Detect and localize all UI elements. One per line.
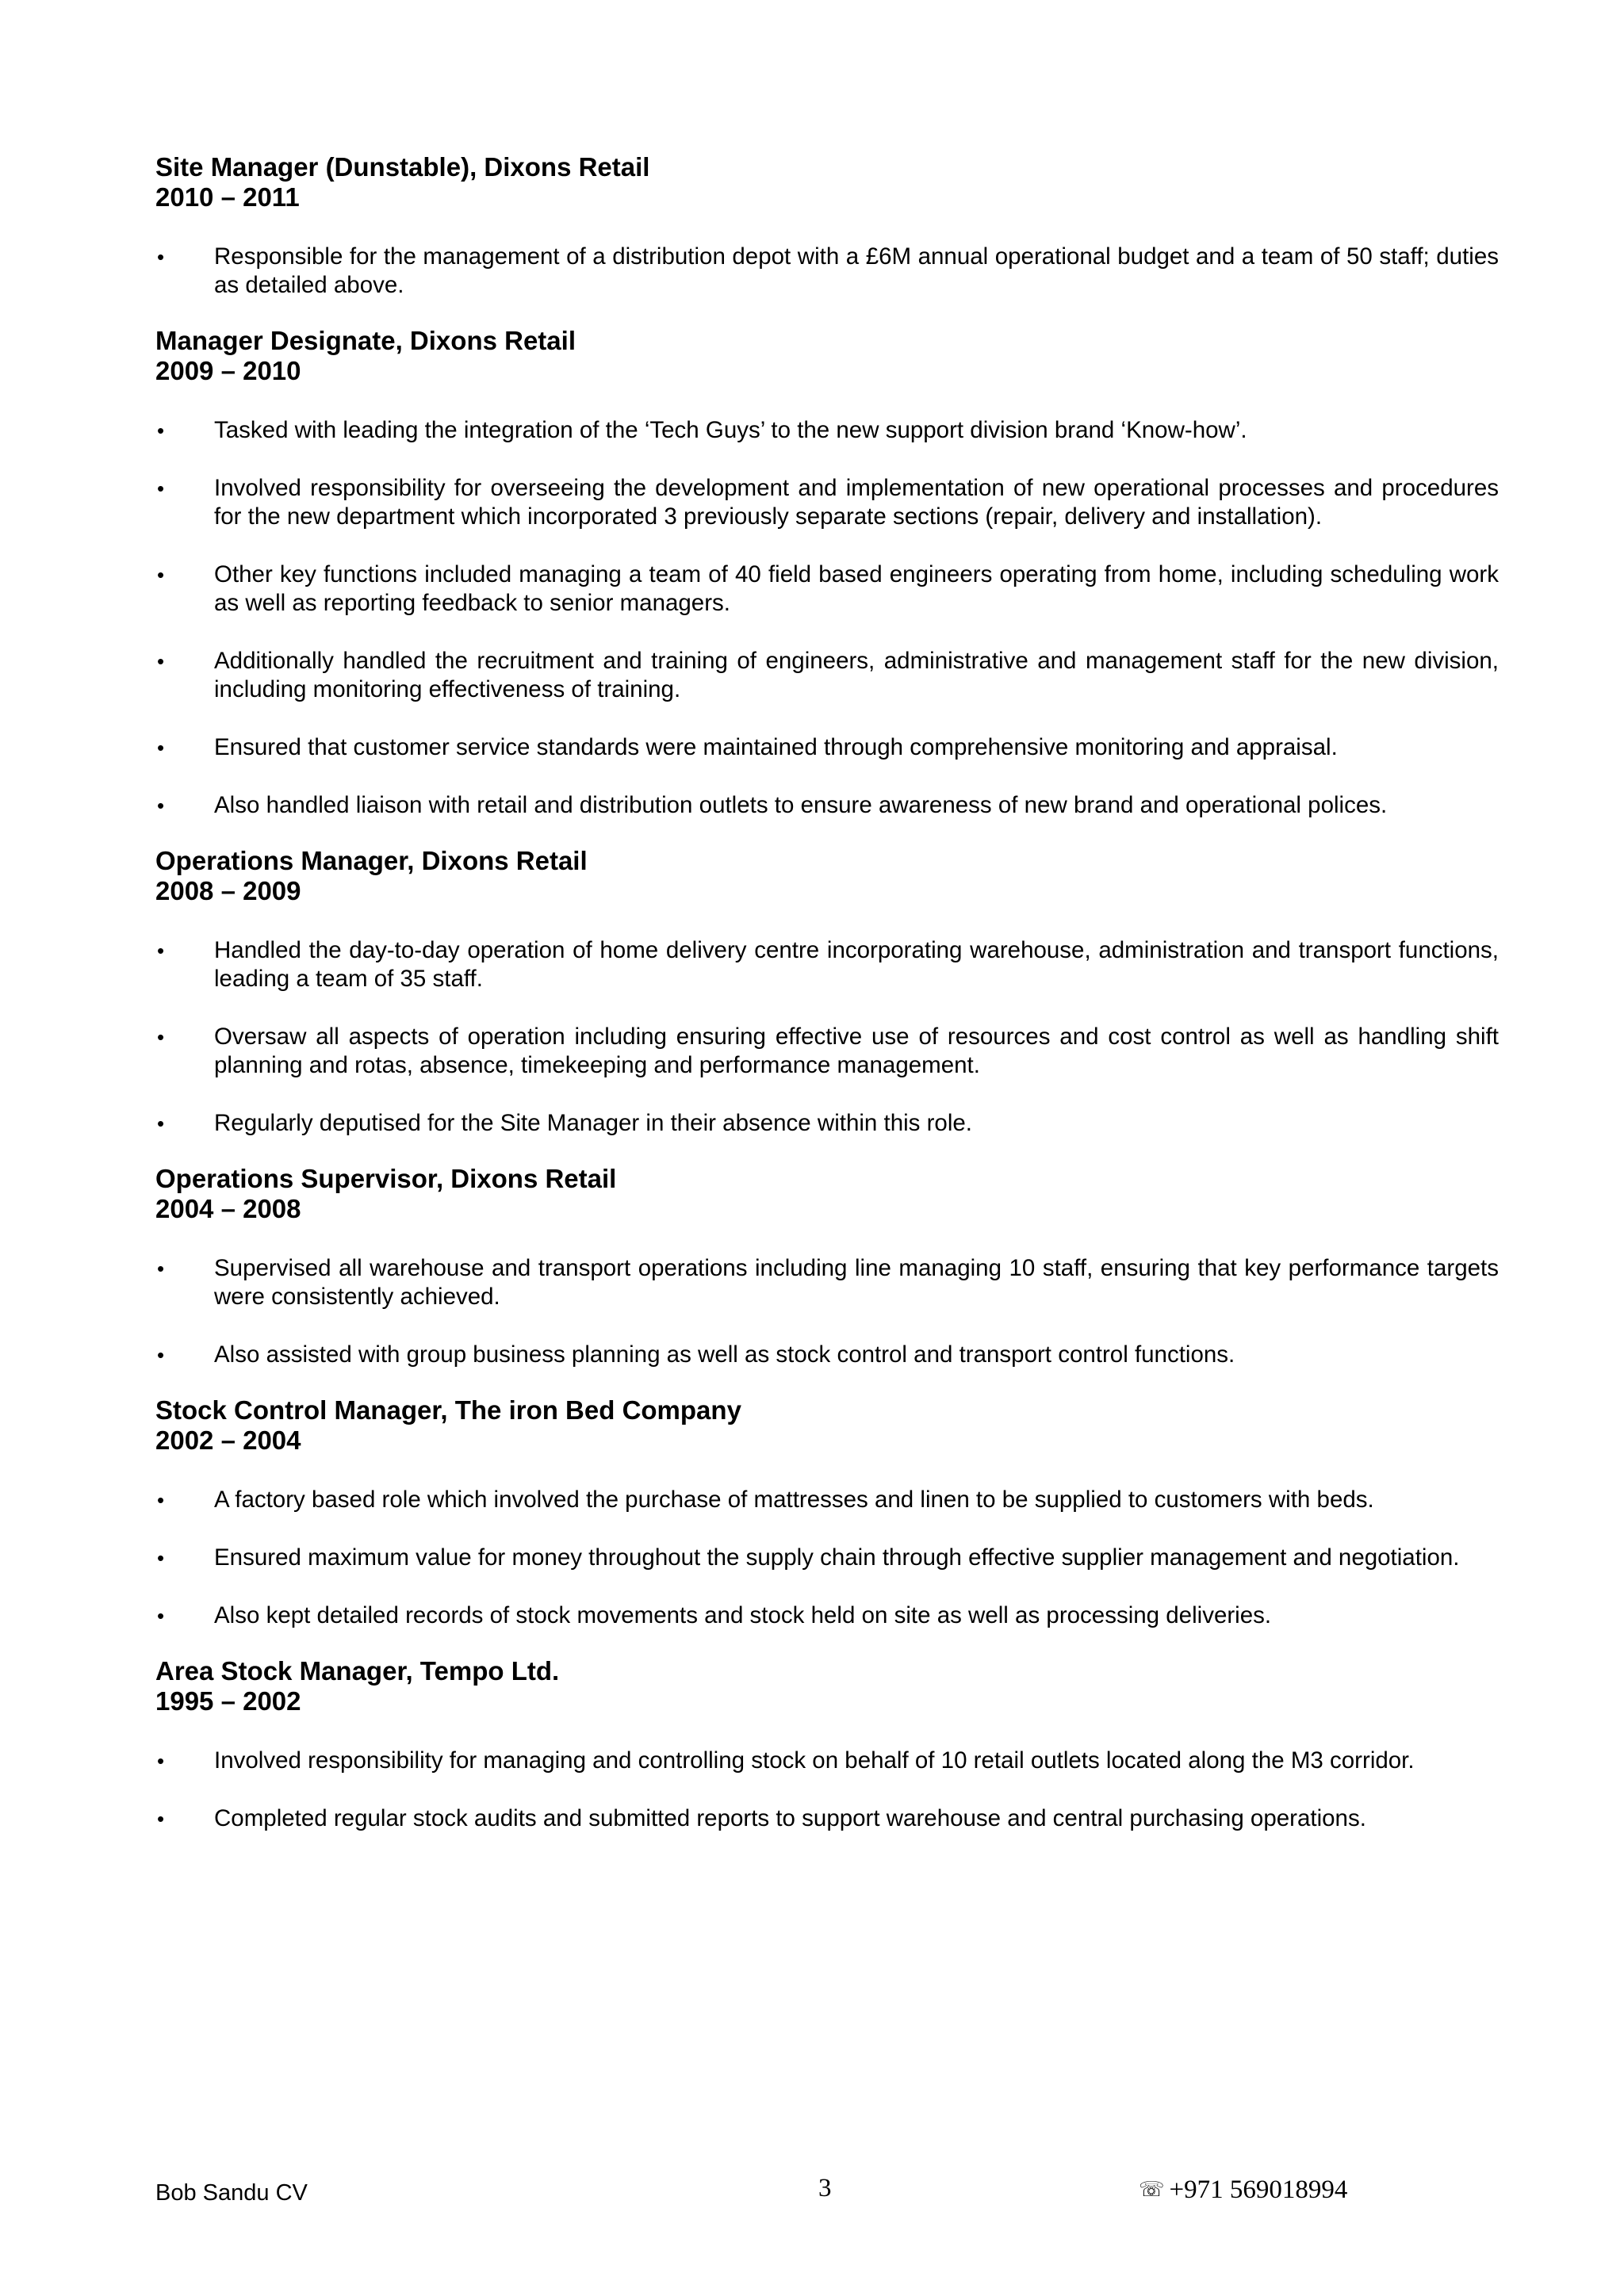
job-duties-list [155,243,1499,300]
duty-text: Supervised all warehouse and transport operations including line managing 10 staff, ensuring that key performance targets were consistently achieved. [214,1255,1499,1310]
duty-list-item [155,1544,1499,1572]
duty-list-item [155,1341,1499,1369]
duty-text: Tasked with leading the integration of the ‘Tech Guys’ to the new support division brand ‘Know-how’. [214,417,1247,443]
telephone-icon: ☏ [1139,2178,1165,2201]
job-title: Stock Control Manager, The iron Bed Company [155,1395,741,1425]
footer-document-name: Bob Sandu CV [155,2180,308,2206]
job-entry [155,1395,1499,1630]
duty-text: A factory based role which involved the purchase of mattresses and linen to be supplied to customers with beds. [214,1487,1374,1513]
job-entry [155,152,1499,300]
bullet-icon: • [157,1546,165,1570]
duty-list-item [155,1747,1499,1775]
duty-list-item [155,791,1499,820]
job-dates: 2008 – 2009 [155,876,301,905]
job-title: Site Manager (Dunstable), Dixons Retail [155,152,650,182]
job-title: Operations Manager, Dixons Retail [155,846,588,875]
cv-page-content [155,152,1499,1859]
duty-list-item [155,243,1499,300]
duty-list-item [155,1109,1499,1138]
duty-text: Ensured that customer service standards were maintained through comprehensive monitoring and appraisal. [214,734,1338,760]
footer-phone-number: +971 569018994 [1169,2175,1348,2204]
duty-list-item [155,936,1499,993]
job-entry [155,1656,1499,1833]
job-dates: 2002 – 2004 [155,1425,301,1455]
job-duties-list [155,1486,1499,1630]
bullet-icon: • [157,1257,165,1280]
duty-text: Regularly deputised for the Site Manager in their absence within this role. [214,1110,972,1136]
bullet-icon: • [157,419,165,442]
duty-list-item [155,647,1499,704]
duty-list-item [155,1254,1499,1311]
bullet-icon: • [157,1807,165,1831]
duty-text: Responsible for the management of a distribution depot with a £6M annual operational budget and a team of 50 staff; duties as detailed above. [214,243,1499,298]
job-duties-list [155,936,1499,1138]
duty-text: Completed regular stock audits and submitted reports to support warehouse and central purchasing operations. [214,1805,1366,1831]
duty-list-item [155,416,1499,445]
duty-text: Also handled liaison with retail and distribution outlets to ensure awareness of new brand and operational polices. [214,792,1388,818]
job-duties-list [155,1747,1499,1833]
duty-list-item [155,1486,1499,1514]
job-dates: 1995 – 2002 [155,1686,301,1716]
duty-text: Other key functions included managing a team of 40 field based engineers operating from home, including scheduling work as well as reporting feedback to senior managers. [214,561,1499,616]
job-title: Area Stock Manager, Tempo Ltd. [155,1656,560,1686]
duty-text: Handled the day-to-day operation of home delivery centre incorporating warehouse, administration and transport functions, leading a team of 35 staff. [214,937,1499,992]
employment-history [155,152,1499,1833]
bullet-icon: • [157,245,165,269]
bullet-icon: • [157,1112,165,1135]
job-duties-list [155,416,1499,820]
duty-list-item [155,474,1499,531]
job-title: Manager Designate, Dixons Retail [155,326,576,355]
duty-text: Additionally handled the recruitment and training of engineers, administrative and management staff for the new division, including monitoring effectiveness of training. [214,648,1499,702]
job-duties-list [155,1254,1499,1369]
duty-list-item [155,1601,1499,1630]
job-dates: 2004 – 2008 [155,1194,301,1223]
job-entry [155,326,1499,820]
footer-page-number: 3 [818,2174,832,2202]
bullet-icon: • [157,1749,165,1773]
job-dates: 2009 – 2010 [155,356,301,385]
duty-text: Also kept detailed records of stock movements and stock held on site as well as processing deliveries. [214,1602,1272,1628]
bullet-icon: • [157,649,165,673]
bullet-icon: • [157,1604,165,1628]
bullet-icon: • [157,794,165,817]
bullet-icon: • [157,939,165,962]
page-footer [155,2169,1499,2217]
duty-text: Also assisted with group business planning as well as stock control and transport control functions. [214,1341,1235,1368]
bullet-icon: • [157,1488,165,1512]
duty-list-item [155,1804,1499,1833]
bullet-icon: • [157,736,165,760]
job-entry [155,1164,1499,1369]
bullet-icon: • [157,563,165,587]
duty-text: Oversaw all aspects of operation including ensuring effective use of resources and cost control as well as handling shift planning and rotas, absence, timekeeping and performance management. [214,1024,1499,1078]
duty-list-item [155,733,1499,762]
bullet-icon: • [157,1343,165,1367]
bullet-icon: • [157,1025,165,1049]
footer-phone [1139,2174,1347,2206]
duty-list-item [155,561,1499,618]
duty-text: Involved responsibility for overseeing the development and implementation of new operational processes and procedures for the new department which incorporated 3 previously separate sections (repair, delivery and installation). [214,475,1499,530]
duty-text: Ensured maximum value for money throughout the supply chain through effective supplier management and negotiation. [214,1544,1460,1571]
job-title: Operations Supervisor, Dixons Retail [155,1164,617,1193]
job-entry [155,846,1499,1138]
duty-text: Involved responsibility for managing and controlling stock on behalf of 10 retail outlets located along the M3 corridor. [214,1747,1415,1774]
job-dates: 2010 – 2011 [155,182,300,212]
bullet-icon: • [157,476,165,500]
duty-list-item [155,1023,1499,1080]
